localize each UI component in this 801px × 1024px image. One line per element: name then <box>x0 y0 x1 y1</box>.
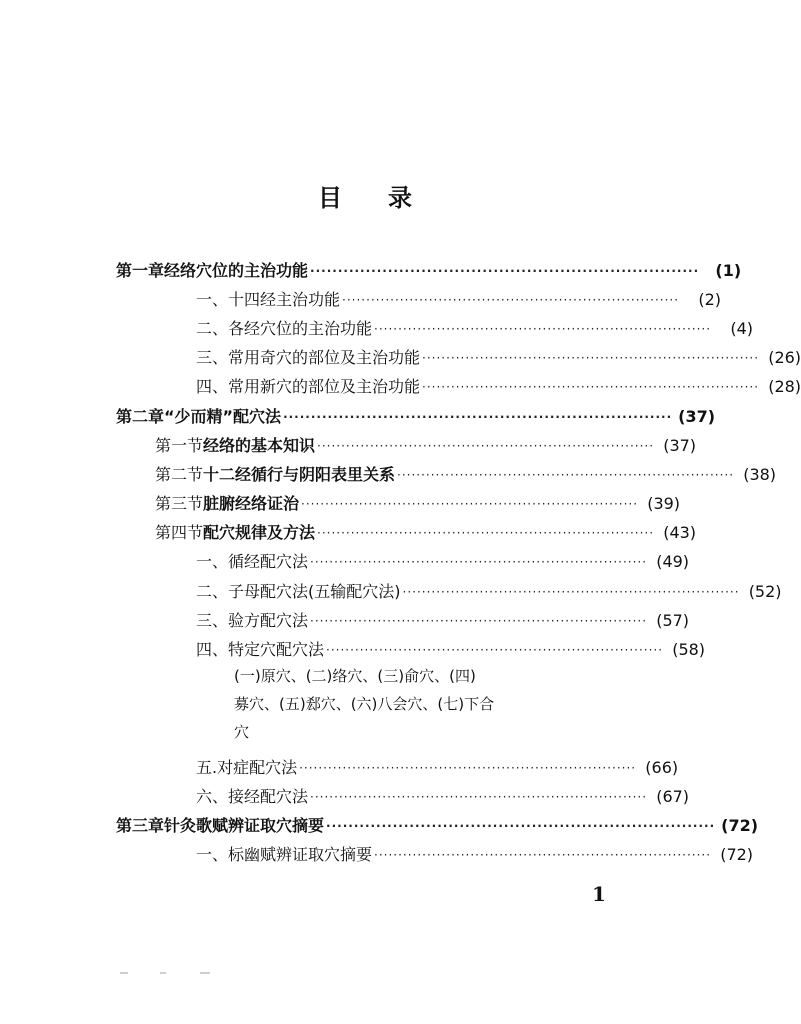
toc-page: (57) <box>656 611 690 630</box>
toc-title: 标幽赋辨证取穴摘要 <box>228 845 373 864</box>
toc-title: 循经配穴法 <box>228 552 309 571</box>
toc-subitem-line: 穴 <box>234 723 250 741</box>
page-number: 1 <box>592 882 606 906</box>
toc-title: 接经配穴法 <box>228 787 309 806</box>
toc-label: 四、 <box>196 640 229 659</box>
toc-item <box>196 317 754 341</box>
scan-speck <box>160 972 166 974</box>
page-title <box>318 178 412 213</box>
toc-item <box>196 756 679 780</box>
toc-label: 第四节 <box>155 523 204 542</box>
toc-item <box>196 638 706 662</box>
toc-title: 经络穴位的主治功能 <box>164 261 309 280</box>
toc-title: 各经穴位的主治功能 <box>228 319 373 338</box>
scan-speck <box>200 972 210 974</box>
toc-label: 三、 <box>196 348 229 367</box>
toc-page: (39) <box>647 494 681 513</box>
toc-title: 常用奇穴的部位及主治功能 <box>228 348 421 367</box>
toc-leader-dots: ······································································ <box>310 264 700 278</box>
toc-item <box>196 375 801 399</box>
toc-page: (49) <box>656 552 690 571</box>
toc-leader-dots: ······································································ <box>374 848 712 862</box>
toc-title: 特定穴配穴法 <box>228 640 325 659</box>
toc-page: (37) <box>678 407 716 426</box>
title-char-1: 目 <box>318 184 342 212</box>
toc-page: (67) <box>656 787 690 806</box>
toc-leader-dots: ······································································ <box>301 497 639 511</box>
toc-title: 验方配穴法 <box>228 611 309 630</box>
toc-leader-dots: ······································································ <box>326 643 664 657</box>
toc-label: 六、 <box>196 787 229 806</box>
toc-title: 针灸歌赋辨证取穴摘要 <box>164 816 325 835</box>
toc-item <box>196 346 801 370</box>
toc-leader-dots: ······································································ <box>317 439 655 453</box>
title-char-2: 录 <box>388 184 412 212</box>
toc-section <box>155 521 697 545</box>
toc-label: 第二章 <box>116 407 165 426</box>
toc-section <box>155 492 681 516</box>
toc-item <box>196 288 722 312</box>
toc-title: 常用新穴的部位及主治功能 <box>228 377 421 396</box>
toc-title: 脏腑经络证治 <box>203 494 300 513</box>
toc-item <box>196 580 782 604</box>
toc-leader-dots: ······································································ <box>374 322 712 336</box>
toc-label: 第二节 <box>155 465 204 484</box>
toc-subitem-line: 募穴、(五)郄穴、(六)八会穴、(七)下合 <box>234 695 495 713</box>
toc-label: 三、 <box>196 611 229 630</box>
toc-leader-dots: ······································································ <box>342 293 680 307</box>
toc-page: (28) <box>768 377 801 396</box>
toc-leader-dots: ······································································ <box>397 468 735 482</box>
toc-chapter-2 <box>116 405 716 429</box>
toc-label: 第三章 <box>116 816 165 835</box>
toc-leader-dots: ······································································ <box>299 761 637 775</box>
toc-title: 配穴规律及方法 <box>203 523 316 542</box>
toc-page: (4) <box>730 319 754 338</box>
toc-label: 一、 <box>196 552 229 571</box>
toc-chapter-3 <box>116 814 759 838</box>
toc-chapter-1 <box>116 259 742 283</box>
toc-title: 对症配穴法 <box>217 758 298 777</box>
toc-page: (2) <box>698 290 722 309</box>
toc-page: (38) <box>743 465 777 484</box>
toc-subitem-block <box>234 662 594 746</box>
toc-leader-dots: ······································································ <box>402 585 740 599</box>
toc-section <box>155 463 777 487</box>
toc-title: 十二经循行与阴阳表里关系 <box>203 465 396 484</box>
toc-label: 五. <box>196 758 218 777</box>
toc-label: 二、 <box>196 582 229 601</box>
toc-page: (43) <box>663 523 697 542</box>
toc-leader-dots: ······································································ <box>310 555 648 569</box>
toc-section <box>155 434 697 458</box>
toc-leader-dots: ······································································ <box>317 526 655 540</box>
scan-speck <box>120 972 128 974</box>
toc-leader-dots: ······································································ <box>422 380 760 394</box>
toc-page: (52) <box>748 582 782 601</box>
toc-title: 子母配穴法(五输配穴法) <box>228 582 401 601</box>
toc-label: 第一章 <box>116 261 165 280</box>
toc-page: (72) <box>721 816 759 835</box>
toc-page: (66) <box>645 758 679 777</box>
toc-leader-dots: ······································································ <box>326 819 716 833</box>
toc-item <box>196 785 690 809</box>
toc-title: 十四经主治功能 <box>228 290 341 309</box>
toc-title: “少而精”配穴法 <box>164 407 282 426</box>
toc-label: 第三节 <box>155 494 204 513</box>
toc-leader-dots: ······································································ <box>310 614 648 628</box>
toc-label: 第一节 <box>155 436 204 455</box>
toc-label: 一、 <box>196 290 229 309</box>
toc-page: (26) <box>768 348 801 367</box>
toc-page: (72) <box>720 845 754 864</box>
toc-subitem-line: (一)原穴、(二)络穴、(三)俞穴、(四) <box>234 667 476 685</box>
toc-leader-dots: ······································································ <box>422 351 760 365</box>
toc-label: 一、 <box>196 845 229 864</box>
toc-page: (37) <box>663 436 697 455</box>
toc-page: (58) <box>672 640 706 659</box>
toc-item <box>196 609 690 633</box>
toc-page: (1) <box>715 261 742 280</box>
toc-item <box>196 550 690 574</box>
toc-leader-dots: ······································································ <box>283 410 673 424</box>
toc-leader-dots: ······································································ <box>310 790 648 804</box>
toc-item <box>196 843 754 867</box>
toc-label: 四、 <box>196 377 229 396</box>
toc-title: 经络的基本知识 <box>203 436 316 455</box>
toc-label: 二、 <box>196 319 229 338</box>
